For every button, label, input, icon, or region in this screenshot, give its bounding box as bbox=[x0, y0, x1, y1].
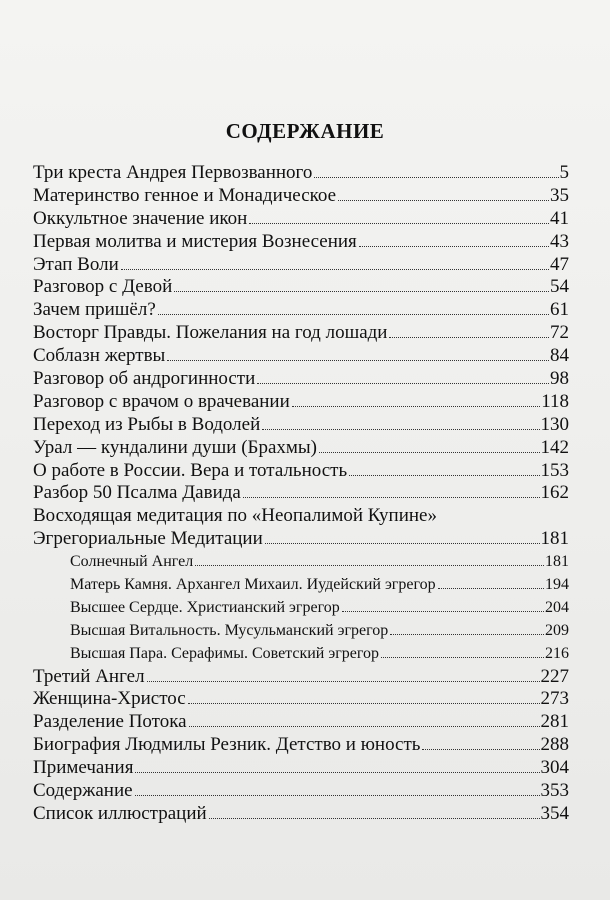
dot-leader bbox=[381, 657, 544, 658]
toc-entry bbox=[33, 803, 569, 826]
toc-entry-title: Зачем пришёл? bbox=[33, 299, 156, 321]
toc-entry-title: Урал — кундалини души (Брахмы) bbox=[33, 436, 317, 458]
toc-entry-title: Высшее Сердце. Христианский эгрегор bbox=[70, 598, 340, 616]
toc-entry-title: Матерь Камня. Архангел Михаил. Иудейский эгрегор bbox=[70, 576, 436, 594]
toc-entry bbox=[33, 688, 569, 711]
toc-entry-page: 288 bbox=[540, 734, 569, 756]
toc-entry-page: 281 bbox=[540, 711, 569, 733]
dot-leader bbox=[257, 383, 549, 384]
toc-entry-title: Этап Воли bbox=[33, 253, 119, 275]
toc-entry bbox=[33, 322, 569, 345]
toc-entry bbox=[33, 162, 569, 185]
toc-entry-page: 54 bbox=[550, 276, 569, 298]
toc-entry-title: Разделение Потока bbox=[33, 711, 187, 733]
toc-entry-page: 204 bbox=[545, 598, 569, 616]
dot-leader bbox=[349, 475, 539, 476]
dot-leader bbox=[188, 703, 540, 704]
dot-leader bbox=[167, 360, 549, 361]
toc-entry bbox=[33, 780, 569, 803]
toc-entry bbox=[33, 185, 569, 208]
dot-leader bbox=[390, 634, 544, 635]
toc-entry-title: Разговор об андрогинности bbox=[33, 368, 256, 390]
toc-entry-page: 181 bbox=[540, 528, 569, 550]
toc-entry-title: Эгрегориальные Медитации bbox=[33, 528, 263, 550]
toc-entry-page: 181 bbox=[545, 553, 569, 571]
toc-entry-title: Высшая Пара. Серафимы. Советский эгрегор bbox=[70, 644, 380, 662]
dot-leader bbox=[359, 246, 549, 247]
toc-subentry bbox=[33, 551, 569, 574]
toc-entry bbox=[33, 254, 569, 277]
dot-leader bbox=[314, 177, 558, 178]
toc-entry bbox=[33, 460, 569, 483]
toc-entry bbox=[33, 391, 569, 414]
toc-entry-title: Примечания bbox=[33, 757, 134, 779]
toc-entry-page: 142 bbox=[540, 436, 569, 458]
toc-entry bbox=[33, 666, 569, 689]
toc-entry-page: 72 bbox=[550, 322, 569, 344]
toc-entry-title: Разговор с Девой bbox=[33, 276, 173, 298]
toc-entry-title: Три креста Андрея Первозванного bbox=[33, 162, 313, 183]
toc-entry bbox=[33, 437, 569, 460]
toc-entry-page: 41 bbox=[550, 207, 569, 229]
toc-entry bbox=[33, 368, 569, 391]
toc-entry-page: 43 bbox=[550, 230, 569, 252]
toc-entry bbox=[33, 414, 569, 437]
dot-leader bbox=[422, 749, 539, 750]
toc-entry bbox=[33, 528, 569, 551]
dot-leader bbox=[135, 795, 540, 796]
dot-leader bbox=[121, 269, 549, 270]
toc-entry-page: 118 bbox=[541, 390, 569, 412]
dot-leader bbox=[342, 611, 544, 612]
toc-entry-title: Разговор с врачом о врачевании bbox=[33, 390, 290, 412]
page-title: СОДЕРЖАНИЕ bbox=[225, 119, 385, 143]
toc-entry-title: О работе в России. Вера и тотальность bbox=[33, 459, 348, 481]
toc-entry bbox=[33, 208, 569, 231]
toc-subentry bbox=[33, 643, 569, 666]
toc-entry-page: 5 bbox=[559, 162, 569, 183]
toc-entry-page: 304 bbox=[540, 757, 569, 779]
toc-entry-title: Восходящая медитация по «Неопалимой Купине» bbox=[33, 505, 437, 527]
toc-entry bbox=[33, 711, 569, 734]
toc-entry-title: Содержание bbox=[33, 780, 133, 802]
toc-entry bbox=[33, 482, 569, 505]
toc-entry-title: Список иллюстраций bbox=[33, 802, 207, 824]
dot-leader bbox=[262, 429, 539, 430]
toc-entry-title: Третий Ангел bbox=[33, 665, 145, 687]
toc-subentry bbox=[33, 620, 569, 643]
dot-leader bbox=[338, 200, 549, 201]
toc-entry-title: Биография Людмилы Резник. Детство и юность bbox=[33, 734, 421, 756]
toc-entry-title: Женщина-Христос bbox=[33, 688, 186, 710]
toc-entry-page: 353 bbox=[540, 780, 569, 802]
toc-entry-title: Первая молитва и мистерия Вознесения bbox=[33, 230, 357, 252]
toc-entry-page: 273 bbox=[540, 688, 569, 710]
toc-entry-title: Оккультное значение икон bbox=[33, 207, 248, 229]
toc-entry-page: 209 bbox=[545, 621, 569, 639]
toc-entry bbox=[33, 505, 569, 528]
toc-entry bbox=[33, 734, 569, 757]
dot-leader bbox=[174, 291, 549, 292]
dot-leader bbox=[319, 452, 540, 453]
dot-leader bbox=[292, 406, 540, 407]
toc-entry-title: Переход из Рыбы в Водолей bbox=[33, 413, 261, 435]
toc-entry-title: Солнечный Ангел bbox=[70, 553, 194, 571]
toc-entry bbox=[33, 345, 569, 368]
toc-entry-page: 153 bbox=[540, 459, 569, 481]
toc-entry bbox=[33, 276, 569, 299]
toc-entry bbox=[33, 231, 569, 254]
toc-entry-page: 61 bbox=[550, 299, 569, 321]
toc-entry-page: 35 bbox=[550, 184, 569, 206]
dot-leader bbox=[135, 772, 539, 773]
dot-leader bbox=[389, 337, 549, 338]
dot-leader bbox=[265, 543, 540, 544]
toc-subentry bbox=[33, 574, 569, 597]
dot-leader bbox=[438, 588, 544, 589]
toc-entry-page: 98 bbox=[550, 368, 569, 390]
toc-entry-page: 354 bbox=[540, 802, 569, 824]
table-of-contents bbox=[33, 162, 569, 826]
dot-leader bbox=[249, 223, 549, 224]
dot-leader bbox=[195, 565, 544, 566]
toc-entry-title: Высшая Витальность. Мусульманский эгрегор bbox=[70, 621, 389, 639]
dot-leader bbox=[147, 681, 540, 682]
dot-leader bbox=[158, 314, 549, 315]
toc-entry-page: 47 bbox=[550, 253, 569, 275]
toc-subentry bbox=[33, 597, 569, 620]
dot-leader bbox=[243, 497, 540, 498]
dot-leader bbox=[209, 818, 540, 819]
toc-entry-page: 227 bbox=[540, 665, 569, 687]
toc-entry-title: Соблазн жертвы bbox=[33, 345, 166, 367]
toc-entry bbox=[33, 299, 569, 322]
toc-entry-title: Восторг Правды. Пожелания на год лошади bbox=[33, 322, 388, 344]
toc-entry-title: Материнство генное и Монадическое bbox=[33, 184, 337, 206]
toc-entry-page: 162 bbox=[540, 482, 569, 504]
toc-entry-page: 84 bbox=[550, 345, 569, 367]
toc-entry-page: 216 bbox=[545, 644, 569, 662]
toc-entry-page: 130 bbox=[540, 413, 569, 435]
dot-leader bbox=[189, 726, 540, 727]
toc-entry-page: 194 bbox=[545, 576, 569, 594]
toc-entry bbox=[33, 757, 569, 780]
toc-entry-title: Разбор 50 Псалма Давида bbox=[33, 482, 241, 504]
